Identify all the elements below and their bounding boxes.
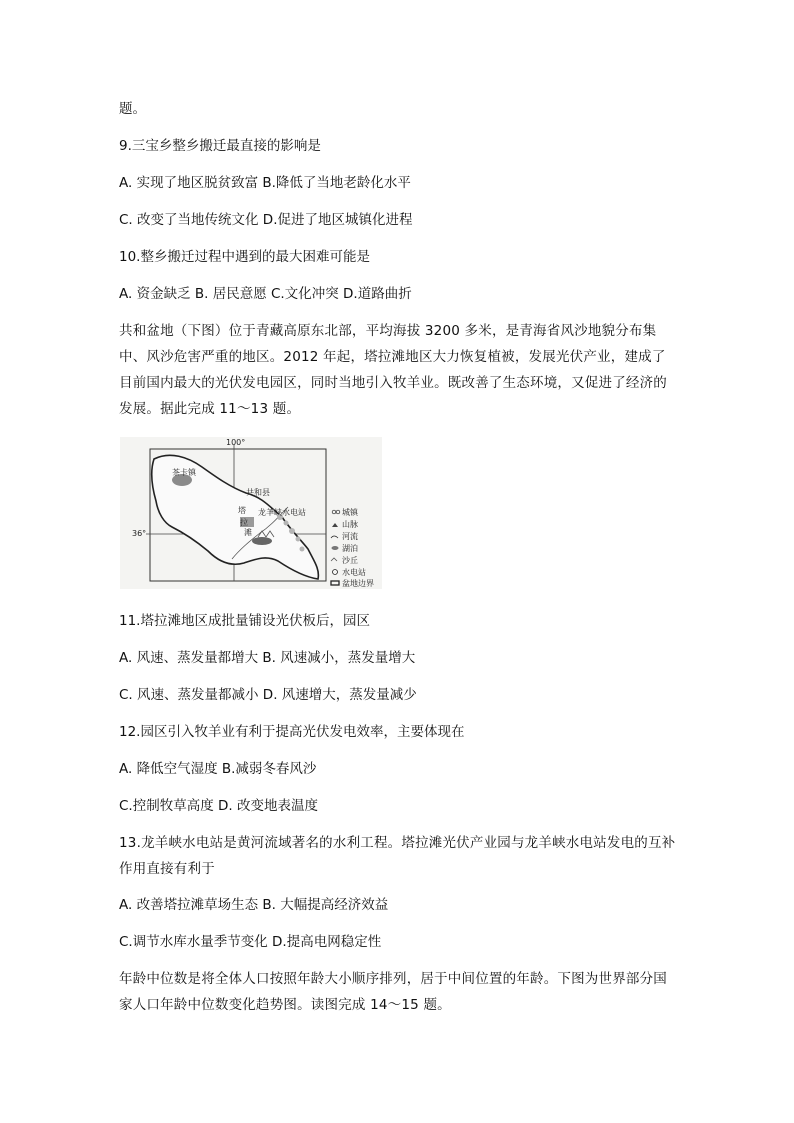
legend-lake: 湖泊	[342, 544, 358, 553]
question-10: 10.整乡搬迁过程中遇到的最大困难可能是	[119, 249, 370, 265]
legend-river: 河流	[342, 532, 358, 541]
label-longyangxia: 龙羊峡水电站	[258, 508, 306, 517]
question-11-options-cd: C. 风速、蒸发量都减小 D. 风速增大，蒸发量减少	[119, 687, 417, 703]
question-12: 12.园区引入牧羊业有利于提高光伏发电效率，主要体现在	[119, 724, 465, 740]
label-la: 拉	[240, 518, 248, 527]
question-10-options: A. 资金缺乏 B. 居民意愿 C.文化冲突 D.道路曲折	[119, 286, 412, 302]
question-12-options-cd: C.控制牧草高度 D. 改变地表温度	[119, 798, 318, 814]
label-ta: 塔	[238, 506, 246, 515]
label-gonghe: 共和县	[246, 488, 270, 497]
legend-mountain: 山脉	[342, 520, 358, 529]
question-13-options-cd: C.调节水库水量季节变化 D.提高电网稳定性	[119, 934, 382, 950]
longitude-label: 100°	[226, 438, 246, 447]
reservoir	[252, 537, 272, 545]
question-9-options-ab: A. 实现了地区脱贫致富 B.降低了当地老龄化水平	[119, 175, 411, 191]
question-13-options-ab: A. 改善塔拉滩草场生态 B. 大幅提高经济效益	[119, 897, 389, 913]
line-continuation: 题。	[119, 101, 146, 117]
legend-town: 城镇	[342, 508, 358, 517]
question-11: 11.塔拉滩地区成批量铺设光伏板后，园区	[119, 613, 370, 629]
question-9-options-cd: C. 改变了当地传统文化 D.促进了地区城镇化进程	[119, 212, 413, 228]
legend-hydropower: 水电站	[342, 568, 366, 577]
question-12-options-ab: A. 降低空气湿度 B.减弱冬春风沙	[119, 761, 317, 777]
passage-median-age: 年龄中位数是将全体人口按照年龄大小顺序排列，居于中间位置的年龄。下图为世界部分国家人口年龄中位数变化趋势图。读图完成 14～15 题。	[119, 971, 667, 1013]
label-chaka: 茶卡镇	[172, 468, 196, 477]
label-tan: 滩	[244, 528, 252, 537]
question-9: 9.三宝乡整乡搬迁最直接的影响是	[119, 138, 321, 154]
question-13: 13.龙羊峡水电站是黄河流域著名的水利工程。塔拉滩光伏产业园与龙羊峡水电站发电的互补作用直接有利于	[119, 835, 676, 877]
legend-dune: 沙丘	[342, 556, 358, 565]
passage-gonghe-basin: 共和盆地（下图）位于青藏高原东北部，平均海拔 3200 多米，是青海省风沙地貌分布集中、风沙危害严重的地区。2012 年起，塔拉滩地区大力恢复植被，发展光伏产业，建成了目前国内最大的光伏发电园区，同时当地引入牧羊业。既改善了生态环境，又促进了经济的发展。据此完成 11～13 题。	[119, 323, 667, 417]
legend-basin-boundary: 盆地边界	[342, 579, 374, 588]
latitude-label: 36°	[132, 529, 147, 538]
gonghe-basin-map	[120, 437, 382, 589]
question-11-options-ab: A. 风速、蒸发量都增大 B. 风速减小，蒸发量增大	[119, 650, 416, 666]
